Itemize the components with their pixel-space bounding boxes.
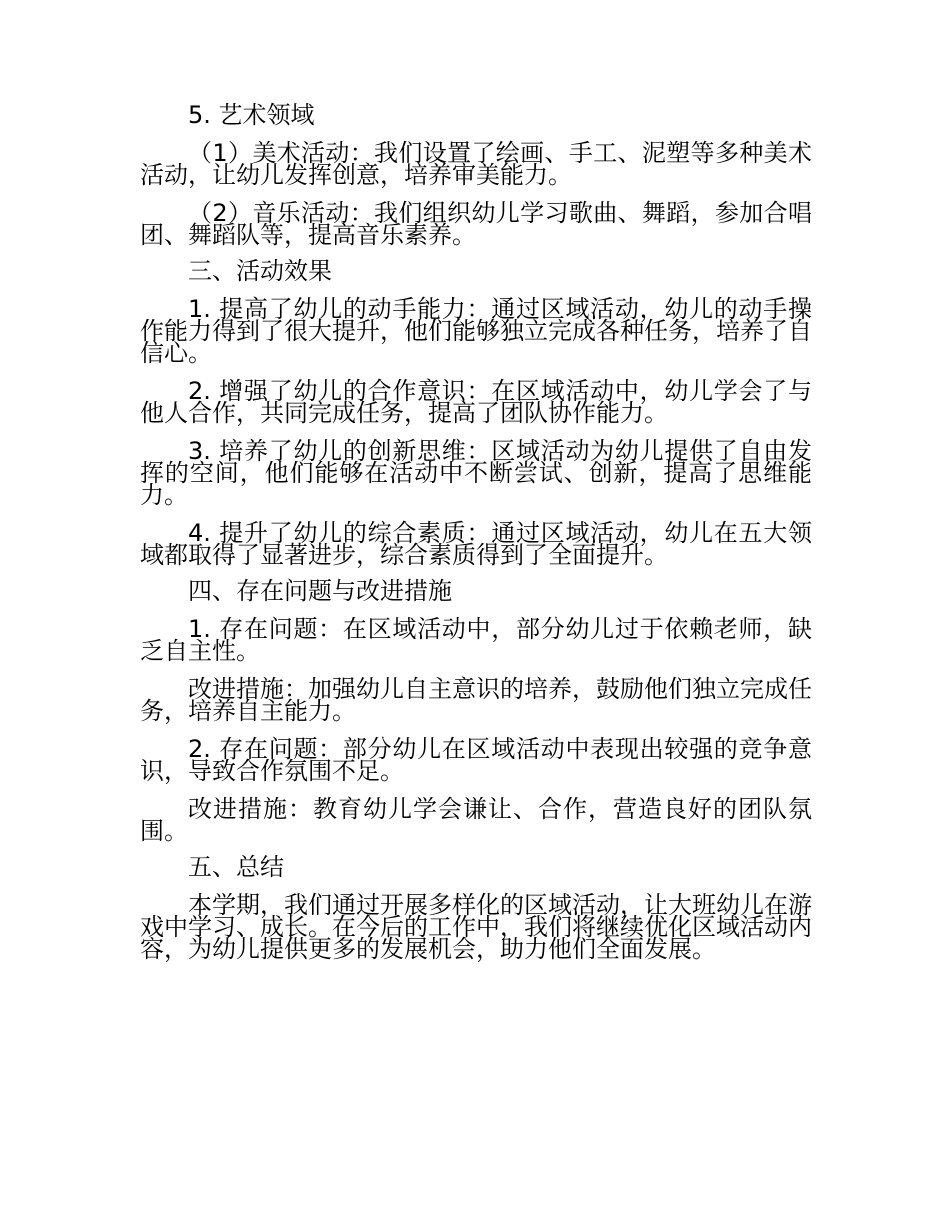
section-heading-problems: 四、存在问题与改进措施 <box>188 577 452 605</box>
paragraph-measure-2: 改进措施：教育幼儿学会谦让、合作，营造良好的团队氛围。 <box>140 795 812 845</box>
paragraph-effect-innovation: 3. 培养了幼儿的创新思维：区域活动为幼儿提供了自由发挥的空间，他们能够在活动中不断尝试、创新，提高了思维能力。 <box>140 437 812 509</box>
section-heading-art: 5. 艺术领域 <box>188 101 315 129</box>
section-heading-effects: 三、活动效果 <box>188 257 332 285</box>
paragraph-problem-1: 1. 存在问题：在区域活动中，部分幼儿过于依赖老师，缺乏自主性。 <box>140 615 812 665</box>
paragraph-measure-1: 改进措施：加强幼儿自主意识的培养，鼓励他们独立完成任务，培养自主能力。 <box>140 675 812 725</box>
paragraph-summary: 本学期，我们通过开展多样化的区域活动，让大班幼儿在游戏中学习、成长。在今后的工作中，我们将继续优化区域活动内容，为幼儿提供更多的发展机会，助力他们全面发展。 <box>140 891 812 963</box>
paragraph-effect-quality: 4. 提升了幼儿的综合素质：通过区域活动，幼儿在五大领域都取得了显著进步，综合素质得到了全面提升。 <box>140 519 812 569</box>
paragraph-art-activity: （1）美术活动：我们设置了绘画、手工、泥塑等多种美术活动，让幼儿发挥创意，培养审美能力。 <box>140 139 812 189</box>
paragraph-effect-hands-on: 1. 提高了幼儿的动手能力：通过区域活动，幼儿的动手操作能力得到了很大提升，他们能够独立完成各种任务，培养了自信心。 <box>140 295 812 367</box>
document-body <box>140 101 812 963</box>
paragraph-music-activity: （2）音乐活动：我们组织幼儿学习歌曲、舞蹈，参加合唱团、舞蹈队等，提高音乐素养。 <box>140 199 812 249</box>
section-heading-summary: 五、总结 <box>188 853 284 881</box>
paragraph-effect-cooperation: 2. 增强了幼儿的合作意识：在区域活动中，幼儿学会了与他人合作，共同完成任务，提高了团队协作能力。 <box>140 377 812 427</box>
paragraph-problem-2: 2. 存在问题：部分幼儿在区域活动中表现出较强的竞争意识，导致合作氛围不足。 <box>140 735 812 785</box>
